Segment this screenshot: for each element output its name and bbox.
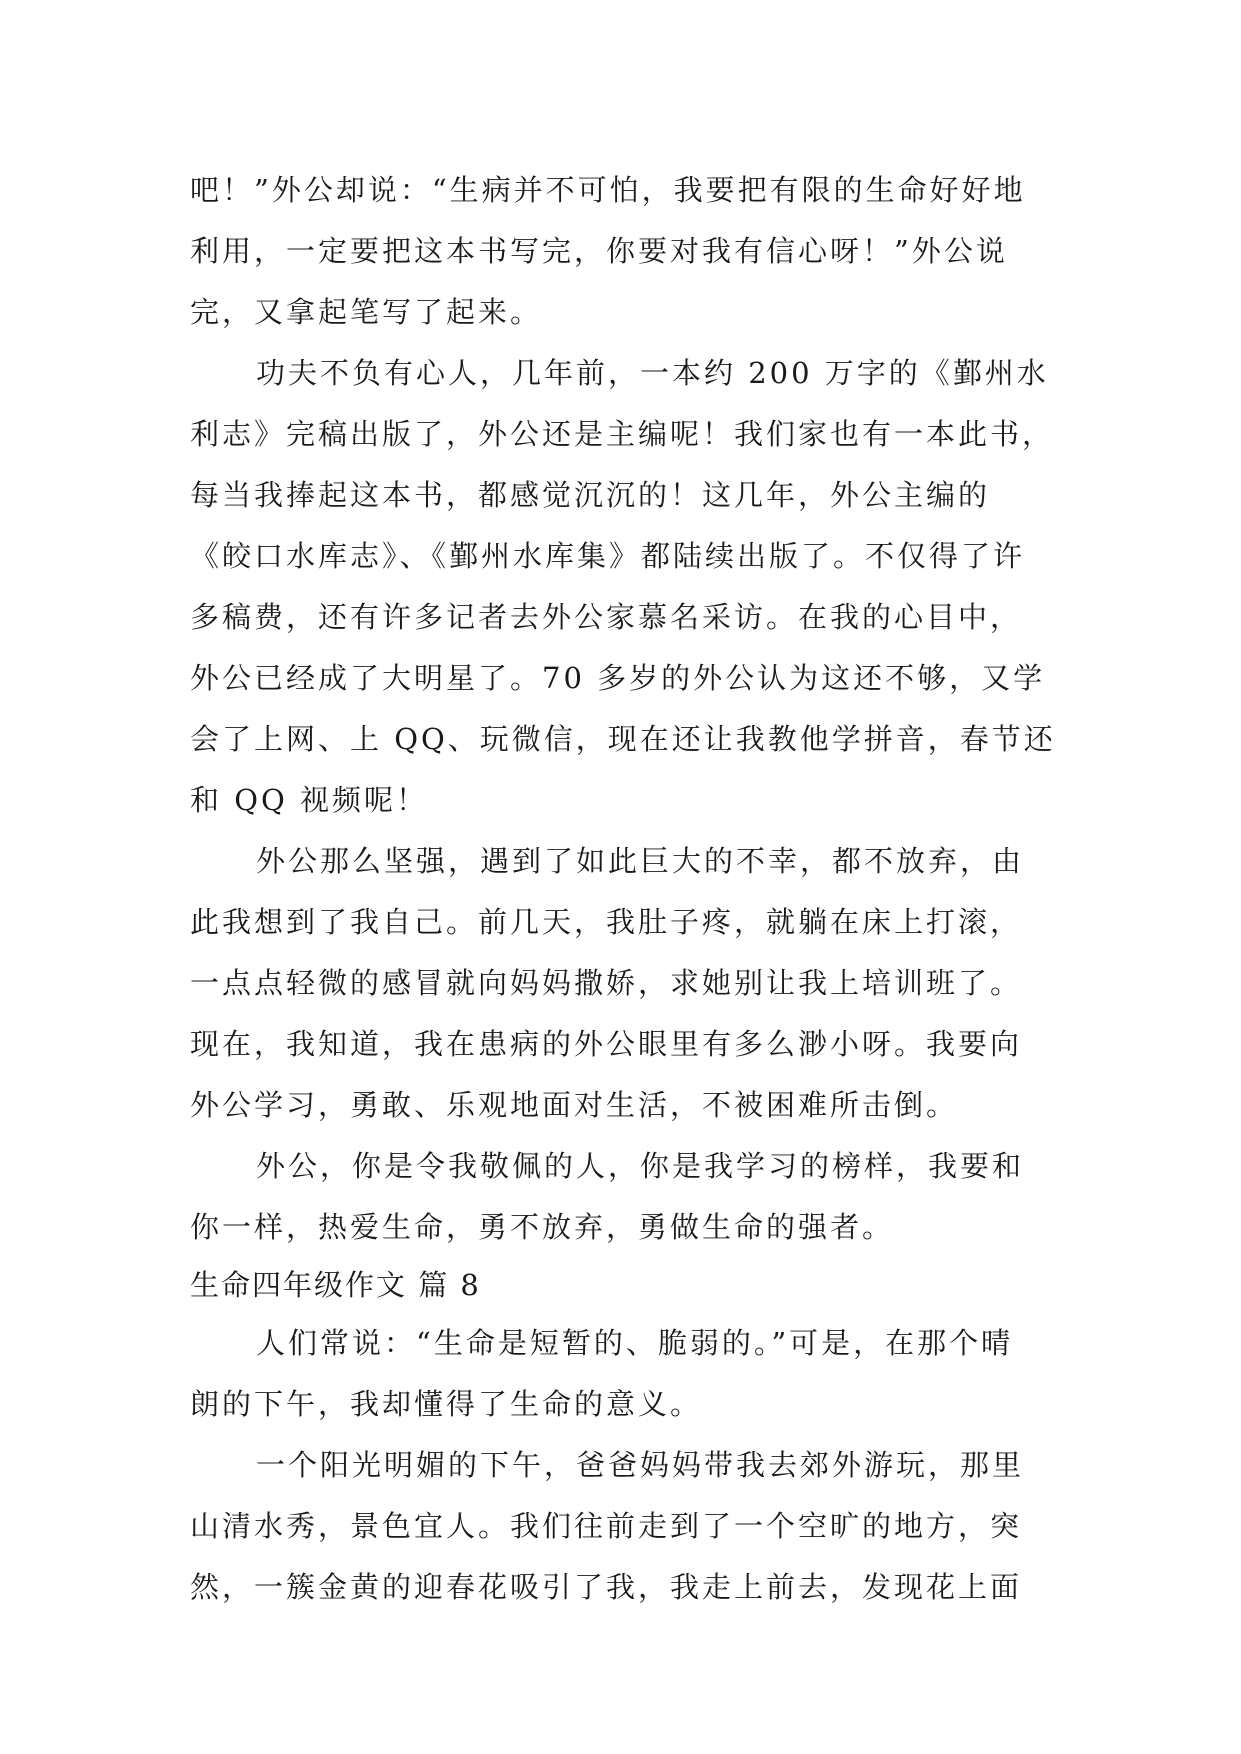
document-body — [190, 160, 1060, 1618]
essay-continuation — [190, 160, 1060, 1258]
text-line: 外公已经成了大明星了。70 多岁的外公认为这还不够，又学 — [190, 661, 1046, 695]
text-line: 外公，你是令我敬佩的人，你是我学习的榜样，我要和 — [256, 1149, 1025, 1183]
text-line: 每当我捧起这本书，都感觉沉沉的！这几年，外公主编的 — [190, 478, 991, 512]
text-line: 一个阳光明媚的下午，爸爸妈妈带我去郊外游玩，那里 — [256, 1448, 1025, 1482]
text-line: 《皎口水库志》、《鄞州水库集》都陆续出版了。不仅得了许 — [190, 539, 1026, 573]
text-line: 人们常说：“生命是短暂的、脆弱的。”可是，在那个晴 — [256, 1326, 1014, 1360]
text-line: 利用，一定要把这本书写完，你要对我有信心呀！”外公说 — [190, 234, 1008, 268]
text-line: 朗的下午，我却懂得了生命的意义。 — [190, 1387, 703, 1421]
text-line: 一点点轻微的感冒就向妈妈撒娇，求她别让我上培训班了。 — [190, 966, 1023, 1000]
text-line: 此我想到了我自己。前几天，我肚子疼，就躺在床上打滚， — [190, 905, 1023, 939]
text-line: 现在，我知道，我在患病的外公眼里有多么渺小呀。我要向 — [190, 1027, 1023, 1061]
text-line: 外公学习，勇敢、乐观地面对生活，不被困难所击倒。 — [190, 1088, 959, 1122]
text-line: 利志》完稿出版了，外公还是主编呢！我们家也有一本此书， — [190, 417, 1055, 451]
text-line: 外公那么坚强，遇到了如此巨大的不幸，都不放弃，由 — [256, 844, 1025, 878]
text-line: 完，又拿起笔写了起来。 — [190, 295, 543, 329]
text-line: 然，一簇金黄的迎春花吸引了我，我走上前去，发现花上面 — [190, 1570, 1023, 1604]
text-line: 吧！”外公却说：“生病并不可怕，我要把有限的生命好好地 — [190, 173, 1026, 207]
text-line: 会了上网、上 QQ、玩微信，现在还让我教他学拼音，春节还 — [190, 722, 1056, 756]
text-line: 多稿费，还有许多记者去外公家慕名采访。在我的心目中， — [190, 600, 1023, 634]
section-heading: 生命四年级作文 篇 8 — [190, 1268, 481, 1302]
text-line: 你一样，热爱生命，勇不放弃，勇做生命的强者。 — [190, 1210, 895, 1244]
text-line: 山清水秀，景色宜人。我们往前走到了一个空旷的地方，突 — [190, 1509, 1023, 1543]
text-line: 功夫不负有心人，几年前，一本约 200 万字的《鄞州水 — [256, 356, 1049, 390]
essay-section-8 — [190, 1313, 1060, 1618]
text-line: 和 QQ 视频呢！ — [190, 783, 428, 817]
